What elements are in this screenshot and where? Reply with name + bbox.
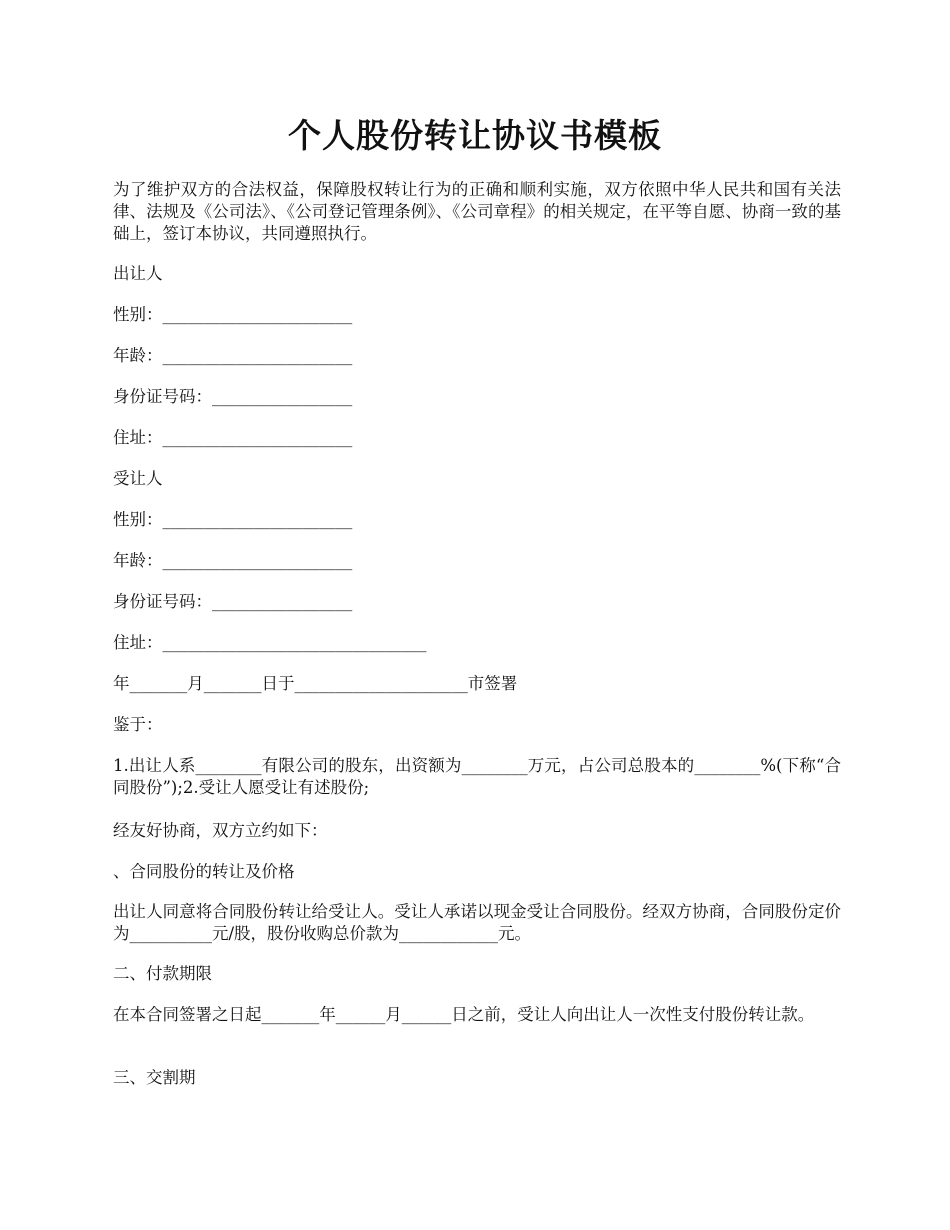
whereas-heading: 鉴于： [113,715,163,734]
transferee-gender-field: 性别：_______________________ [113,510,353,529]
section-2-heading: 二、付款期限 [113,964,212,983]
transferor-age-field: 年龄：_______________________ [113,346,353,365]
transferor-gender-field: 性别：_______________________ [113,305,353,324]
section-3-heading: 三、交割期 [113,1068,196,1087]
transferor-id-field: 身份证号码：_________________ [113,387,353,406]
signing-date-line: 年_______月_______日于_____________________市签署 [113,674,518,693]
transferor-address-field: 住址：_______________________ [113,428,353,447]
transferee-heading: 受让人 [113,469,163,488]
transferee-address-field: 住址：________________________________ [113,633,427,652]
clause-1-paragraph: 1.出让人系________有限公司的股东，出资额为________万元，占公司总股本的________%(下称“合同股份”);2.受让人愿受让有述股份; [113,756,841,797]
section-2-paragraph: 在本合同签署之日起_______年______月______日之前，受让人向出让人一次性支付股份转让款。 [113,1005,815,1024]
intro-paragraph: 为了维护双方的合法权益，保障股权转让行为的正确和顺利实施，双方依照中华人民共和国有关法律、法规及《公司法》、《公司登记管理条例》、《公司章程》的相关规定，在平等自愿、协商一致的基础上，签订本协议，共同遵照执行。 [113,180,841,243]
document-title: 个人股份转让协议书模板 [288,116,662,155]
transferee-age-field: 年龄：_______________________ [113,551,353,570]
section-1-heading: 、合同股份的转让及价格 [113,862,295,881]
transferor-heading: 出让人 [113,264,163,283]
section-1-paragraph: 出让人同意将合同股份转让给受让人。受让人承诺以现金受让合同股份。经双方协商，合同股份定价为__________元/股，股份收购总价款为____________元。 [113,902,841,943]
agreement-intro: 经友好协商，双方立约如下： [113,821,328,840]
transferee-id-field: 身份证号码：_________________ [113,592,353,611]
